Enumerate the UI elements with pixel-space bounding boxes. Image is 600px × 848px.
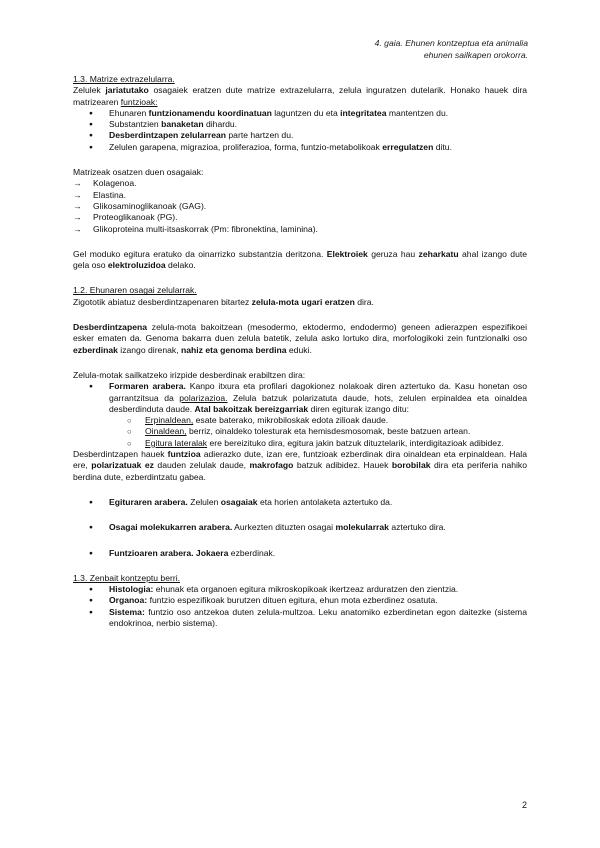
polarity-paragraph: Desberdintzapen hauek funtzioa adierazko dute, izan ere, funtzioak ezberdinak dira oinaldean eta erpinaldean. Hala ere, polarizatuak ez dauden zelulak daude, makrofago batzuk adibidez. Hauek borobilak dira eta periferia nahiko berdina dute, ezberdintzatu gabea. [73, 449, 527, 482]
list-item: ● Sistema: funtzio oso antzekoa duten zelula-multzoa. Leku anatomiko ezberdinetan egon daitezke (sistema endokrinoa, nerbio sistema). [73, 607, 527, 630]
cells-intro: Zigototik abiatuz desberdintzapenaren bitartez zelula-mota ugari eratzen dira. [73, 296, 374, 307]
list-item: ● Formaren arabera. Kanpo itxura eta profilari dagokionez nolakoak diren aztertuko da. Kasu honetan oso garrantzitsua da polarizazioa. Zelula batzuk polarizatuta daude, hots, zelulen erpinaldea eta oinaldea desberdinduta daude. Atal bakoitzak bereizgarriak diren egiturak izango ditu: [73, 381, 527, 415]
arrow-icon: → [73, 223, 82, 234]
list-item: ● Organoa: funtzio espezifikoak burutzen dituen egitura, ehun mota ezberdinez osatuta. [73, 595, 527, 606]
matrix-functions-list [73, 108, 527, 153]
matrix-intro: Zelulek jariatutako osagaiek eratzen dute matrize extrazelularra, zelula inguratzen dutelarik. Honako hauek dira matrizearen funtzioak: [73, 85, 528, 107]
list-item: ● Zelulen garapena, migrazioa, proliferazioa, forma, funtzio-metabolikoak erregulatzen ditu. [73, 142, 527, 153]
section-title-matrix: 1.3. Matrize extrazelularra. [73, 74, 175, 84]
list-item: → Kolagenoa. [73, 178, 137, 189]
list-item: ● Substantzien banaketan dihardu. [73, 119, 527, 130]
header-line-1: 4. gaia. Ehunen kontzeptua eta animalia [374, 38, 528, 48]
list-item: ○ Oinaldean, berriz, oinaldeko tolesturak eta hemisdesmosomak, beste batzuen artean. [73, 426, 527, 437]
arrow-icon: → [73, 212, 82, 223]
list-item: ○ Erpinaldean, esate baterako, mikrobiloskak edota zilioak daude. [73, 415, 527, 426]
arrow-icon: → [73, 178, 82, 189]
page-content [73, 74, 527, 629]
section-title-cells: 1.2. Ehunaren osagai zelularrak. [73, 285, 197, 296]
criteria-list-3 [73, 522, 527, 533]
header-line-2: ehunen sailkapen orokorra. [423, 49, 528, 60]
components-intro: Matrizeak osatzen duen osagaiak: [73, 167, 204, 178]
list-item: ● Funtzioaren arabera. Jokaera ezberdinak. [73, 548, 527, 559]
list-item: → Elastina. [73, 189, 126, 200]
list-item: ● Ehunaren funtzionamendu koordinatuan laguntzen du eta integritatea mantentzen du. [73, 108, 527, 119]
components-list [73, 178, 527, 234]
gel-paragraph: Gel moduko egitura eratuko da oinarrizko substantzia deritzona. Elektroiek geruza hau zeharkatu ahal izango dute gela oso elektroluzidoa delako. [73, 248, 528, 271]
list-item: → Glikoproteina multi-itsaskorrak (Pm: fibronektina, laminina). [73, 223, 318, 234]
criteria-list-2 [73, 497, 527, 508]
polarity-sublist [73, 415, 527, 449]
list-item: ● Osagai molekukarren arabera. Aurkezten dituzten osagai molekularrak aztertuko dira. [73, 522, 527, 533]
criteria-list-1 [73, 381, 527, 415]
list-item: ○ Egitura lateralak ere bereizituko dira, egitura jakin batzuk dituztelarik, interdigitazioak adibidez. [73, 438, 527, 449]
list-item: ● Egituraren arabera. Zelulen osagaiak eta horien antolaketa aztertuko da. [73, 497, 527, 508]
criteria-list-4 [73, 548, 527, 559]
list-item: → Proteoglikanoak (PG). [73, 212, 178, 223]
page-number: 2 [521, 800, 527, 810]
arrow-icon: → [73, 189, 82, 200]
running-header [375, 38, 528, 61]
criteria-intro: Zelula-motak sailkatzeko irizpide desberdinak erabiltzen dira: [73, 369, 306, 380]
section-title-concepts: 1.3. Zenbait kontzeptu berri. [73, 572, 181, 583]
concepts-list [73, 584, 527, 629]
differentiation-paragraph: Desberdintzapena zelula-mota bakoitzean (mesodermo, ektodermo, endodermo) geneen adierazpen espezifikoei esker ematen da. Genoma bakarra duen zelula batetik, zelula asko lortuko dira, morfologikoki zein funtzionalki oso ezberdinak izango direnak, nahiz eta genoma berdina eduki. [73, 322, 527, 355]
list-item: → Glikosaminoglikanoak (GAG). [73, 200, 207, 211]
list-item: ● Desberdintzapen zelularrean parte hartzen du. [73, 130, 527, 141]
list-item: ● Histologia: ehunak eta organoen egitura mikroskopikoak ikertzeaz arduratzen den zientzia. [73, 584, 527, 595]
arrow-icon: → [73, 200, 82, 211]
